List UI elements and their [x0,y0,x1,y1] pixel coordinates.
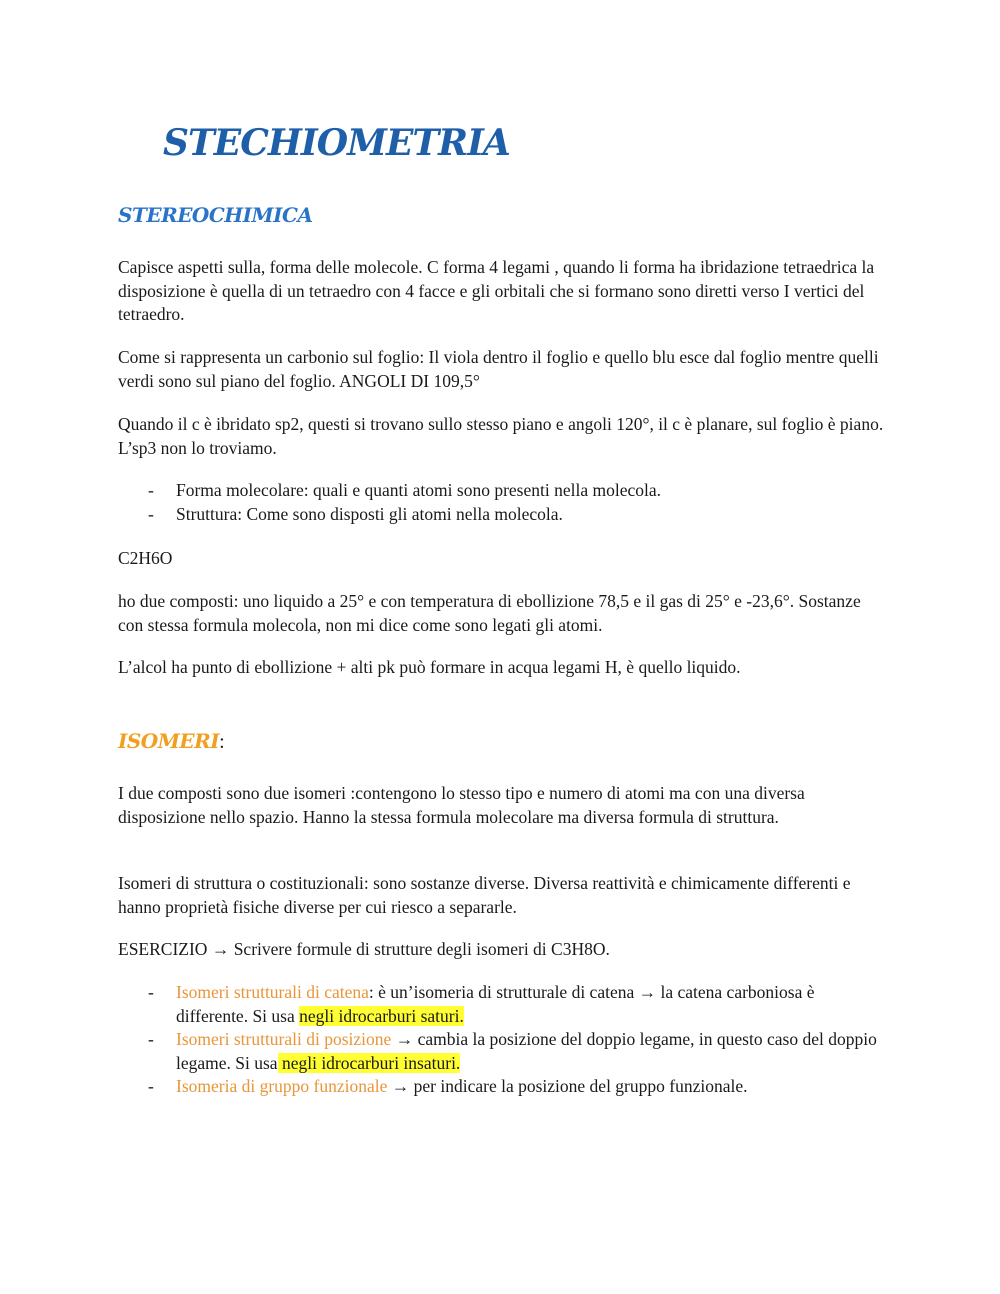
paragraph-ibridazione: Capisce aspetti sulla, forma delle molecole. C forma 4 legami , quando li forma ha ibridazione tetraedrica la disposizione è quella di un tetraedro con 4 facce e gli orbitali che si formano sono diretti verso I vertici del tetraedro. [118,257,875,324]
list-item-text: → cambia la posizione del doppio legame, in questo caso del doppio legame. Si usa [176,1029,877,1073]
dash-bullet: - [148,982,154,1002]
list-item [118,1075,888,1099]
list-item [118,981,888,1028]
paragraph-alcol: L’alcol ha punto di ebollizione + alti pk può formare in acqua legami H, è quello liquido. [118,657,741,677]
list-item-text: → per indicare la posizione del gruppo funzionale. [387,1076,748,1096]
formula-c2h6o: C2H6O [118,548,173,568]
dash-bullet: - [148,503,154,524]
paragraph-isomeri-struttura: Isomeri di struttura o costituzionali: sono sostanze diverse. Diversa reattività e chimicamente differenti e hanno proprietà fisiche diverse per cui riesco a separarle. [118,873,851,917]
highlighted-text: negli idrocarburi insaturi. [277,1052,461,1073]
list-item-text: Forma molecolare: quali e quanti atomi sono presenti nella molecola. [176,480,661,500]
dash-bullet: - [148,480,154,500]
paragraph-esercizio: ESERCIZIO → Scrivere formule di strutture degli isomeri di C3H8O. [118,939,610,959]
paragraph-isomeri-definizione: I due composti sono due isomeri :contengono lo stesso tipo e numero di atomi ma con una diversa disposizione nello spazio. Hanno la stessa formula molecolare ma diversa formula di struttura. [118,783,805,827]
dash-bullet: - [148,1076,154,1096]
highlighted-text: negli idrocarburi saturi. [299,1005,464,1026]
list-item-text: : è un’isomeria di strutturale di catena → la catena carboniosa è differente. Si usa [176,982,815,1026]
isomeri-heading-text: ISOMERI [118,729,220,753]
heading-colon: : [219,731,225,753]
section-heading-isomeri [118,729,224,754]
bullet-list-forma-struttura [118,479,888,526]
list-item [118,1028,888,1075]
list-item [118,479,888,503]
term-gruppo-funzionale: Isomeria di gruppo funzionale [176,1076,388,1096]
term-isomeri-posizione: Isomeri strutturali di posizione [176,1029,392,1049]
term-isomeri-catena: Isomeri strutturali di catena [176,982,369,1002]
list-item-text: Struttura: Come sono disposti gli atomi nella molecola. [176,503,563,524]
paragraph-due-composti: ho due composti: uno liquido a 25° e con temperatura di ebollizione 78,5 e il gas di 25° e -23,6°. Sostanze con stessa formula molecola, non mi dice come sono legati gli atomi. [118,591,861,635]
dash-bullet: - [148,1029,154,1049]
page-title: STECHIOMETRIA [163,122,510,164]
paragraph-rappresentazione: Come si rappresenta un carbonio sul foglio: Il viola dentro il foglio e quello blu esce dal foglio mentre quelli verdi sono sul piano del foglio. ANGOLI DI 109,5° [118,347,879,391]
bullet-list-isomeri [118,981,888,1099]
section-heading-stereochimica: STEREOCHIMICA [118,203,313,227]
list-item [118,503,888,527]
paragraph-sp2: Quando il c è ibridato sp2, questi si trovano sullo stesso piano e angoli 120°, il c è planare, sul foglio è piano. L’sp3 non lo troviamo. [118,414,884,458]
